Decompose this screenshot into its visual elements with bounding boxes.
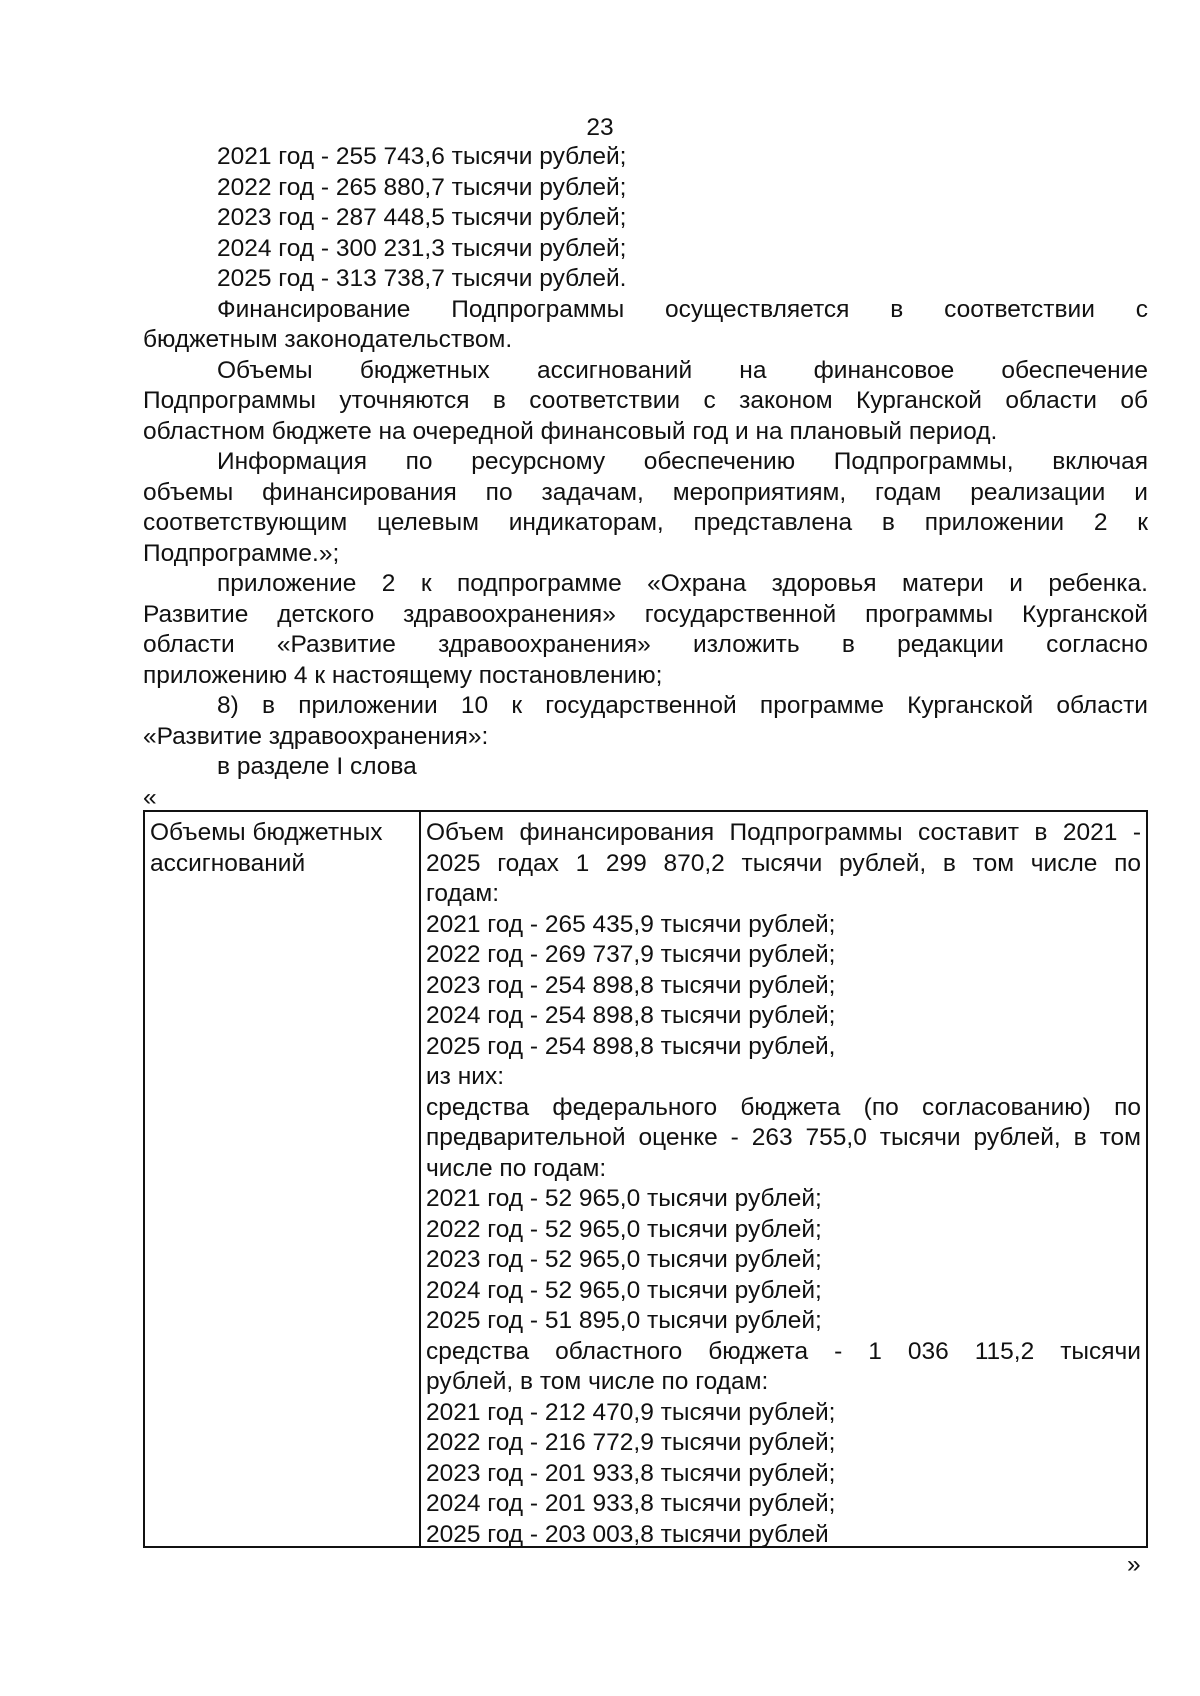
body-line: области «Развитие здравоохранения» изложить в редакции согласно	[143, 631, 1148, 658]
body-line: Объемы бюджетных ассигнований на финансовое обеспечение	[217, 356, 1148, 384]
body-line: 2021 год - 255 743,6 тысячи рублей;	[217, 143, 627, 170]
budget-table	[143, 810, 1148, 1548]
body-line: Финансирование Подпрограммы осуществляется в соответствии с	[217, 295, 1148, 323]
table-value-line: числе по годам:	[426, 1154, 607, 1182]
table-value-line: 2024 год - 254 898,8 тысячи рублей;	[426, 1002, 836, 1029]
table-value-line: 2021 год - 52 965,0 тысячи рублей;	[426, 1185, 822, 1212]
body-line: 2024 год - 300 231,3 тысячи рублей;	[217, 234, 627, 262]
table-value-line: 2024 год - 52 965,0 тысячи рублей;	[426, 1276, 822, 1304]
table-value-line: 2025 годах 1 299 870,2 тысячи рублей, в том числе по	[426, 849, 1141, 877]
body-line: Подпрограмме.»;	[143, 539, 340, 567]
table-label-line: ассигнований	[150, 849, 306, 877]
body-line: в разделе I слова	[217, 753, 417, 780]
page-number: 23	[586, 114, 614, 141]
table-value-line: 2023 год - 201 933,8 тысячи рублей;	[426, 1459, 836, 1487]
body-line: областном бюджете на очередной финансовый год и на плановый период.	[143, 417, 998, 445]
open-quote: «	[143, 784, 157, 811]
table-value-line: Объем финансирования Подпрограммы составит в 2021 -	[426, 819, 1141, 846]
body-line: «Развитие здравоохранения»:	[143, 722, 489, 750]
body-line: 2022 год - 265 880,7 тысячи рублей;	[217, 173, 627, 201]
table-value-line: 2024 год - 201 933,8 тысячи рублей;	[426, 1490, 836, 1517]
table-value-line: 2021 год - 265 435,9 тысячи рублей;	[426, 910, 836, 938]
body-line: соответствующим целевым индикаторам, представлена в приложении 2 к	[143, 509, 1148, 536]
table-value-line: 2023 год - 254 898,8 тысячи рублей;	[426, 971, 836, 999]
table-value-line: 2022 год - 52 965,0 тысячи рублей;	[426, 1215, 822, 1243]
body-line: приложение 2 к подпрограмме «Охрана здоровья матери и ребенка.	[217, 570, 1148, 597]
table-value-line: 2022 год - 269 737,9 тысячи рублей;	[426, 941, 836, 968]
table-value-line: 2021 год - 212 470,9 тысячи рублей;	[426, 1398, 836, 1426]
table-value-line: средства областного бюджета - 1 036 115,2 тысячи	[426, 1337, 1141, 1365]
table-label-cell	[145, 812, 421, 1546]
body-line: 2023 год - 287 448,5 тысячи рублей;	[217, 204, 627, 231]
table-value-cell	[421, 812, 1146, 1546]
body-line: 2025 год - 313 738,7 тысячи рублей.	[217, 265, 627, 292]
table-value-line: из них:	[426, 1063, 504, 1090]
body-line: объемы финансирования по задачам, мероприятиям, годам реализации и	[143, 478, 1148, 506]
table-value-line: 2023 год - 52 965,0 тысячи рублей;	[426, 1246, 822, 1273]
close-quote: »	[1127, 1551, 1141, 1578]
table-value-line: 2025 год - 51 895,0 тысячи рублей;	[426, 1307, 822, 1334]
table-value-line: 2025 год - 203 003,8 тысячи рублей	[426, 1520, 829, 1548]
table-label-line: Объемы бюджетных	[150, 819, 383, 846]
table-value-line: годам:	[426, 880, 500, 907]
body-line: 8) в приложении 10 к государственной программе Курганской области	[217, 692, 1148, 719]
table-value-line: предварительной оценке - 263 755,0 тысячи рублей, в том	[426, 1124, 1141, 1151]
table-value-line: рублей, в том числе по годам:	[426, 1368, 769, 1395]
table-value-line: 2022 год - 216 772,9 тысячи рублей;	[426, 1429, 836, 1456]
table-value-line: 2025 год - 254 898,8 тысячи рублей,	[426, 1032, 836, 1060]
body-line: приложению 4 к настоящему постановлению;	[143, 661, 663, 689]
body-text	[143, 142, 1148, 783]
body-line: Развитие детского здравоохранения» государственной программы Курганской	[143, 600, 1148, 628]
body-line: бюджетным законодательством.	[143, 326, 513, 353]
table-value-line: средства федерального бюджета (по согласованию) по	[426, 1093, 1141, 1121]
body-line: Информация по ресурсному обеспечению Подпрограммы, включая	[217, 448, 1148, 475]
body-line: Подпрограммы уточняются в соответствии с законом Курганской области об	[143, 387, 1148, 414]
